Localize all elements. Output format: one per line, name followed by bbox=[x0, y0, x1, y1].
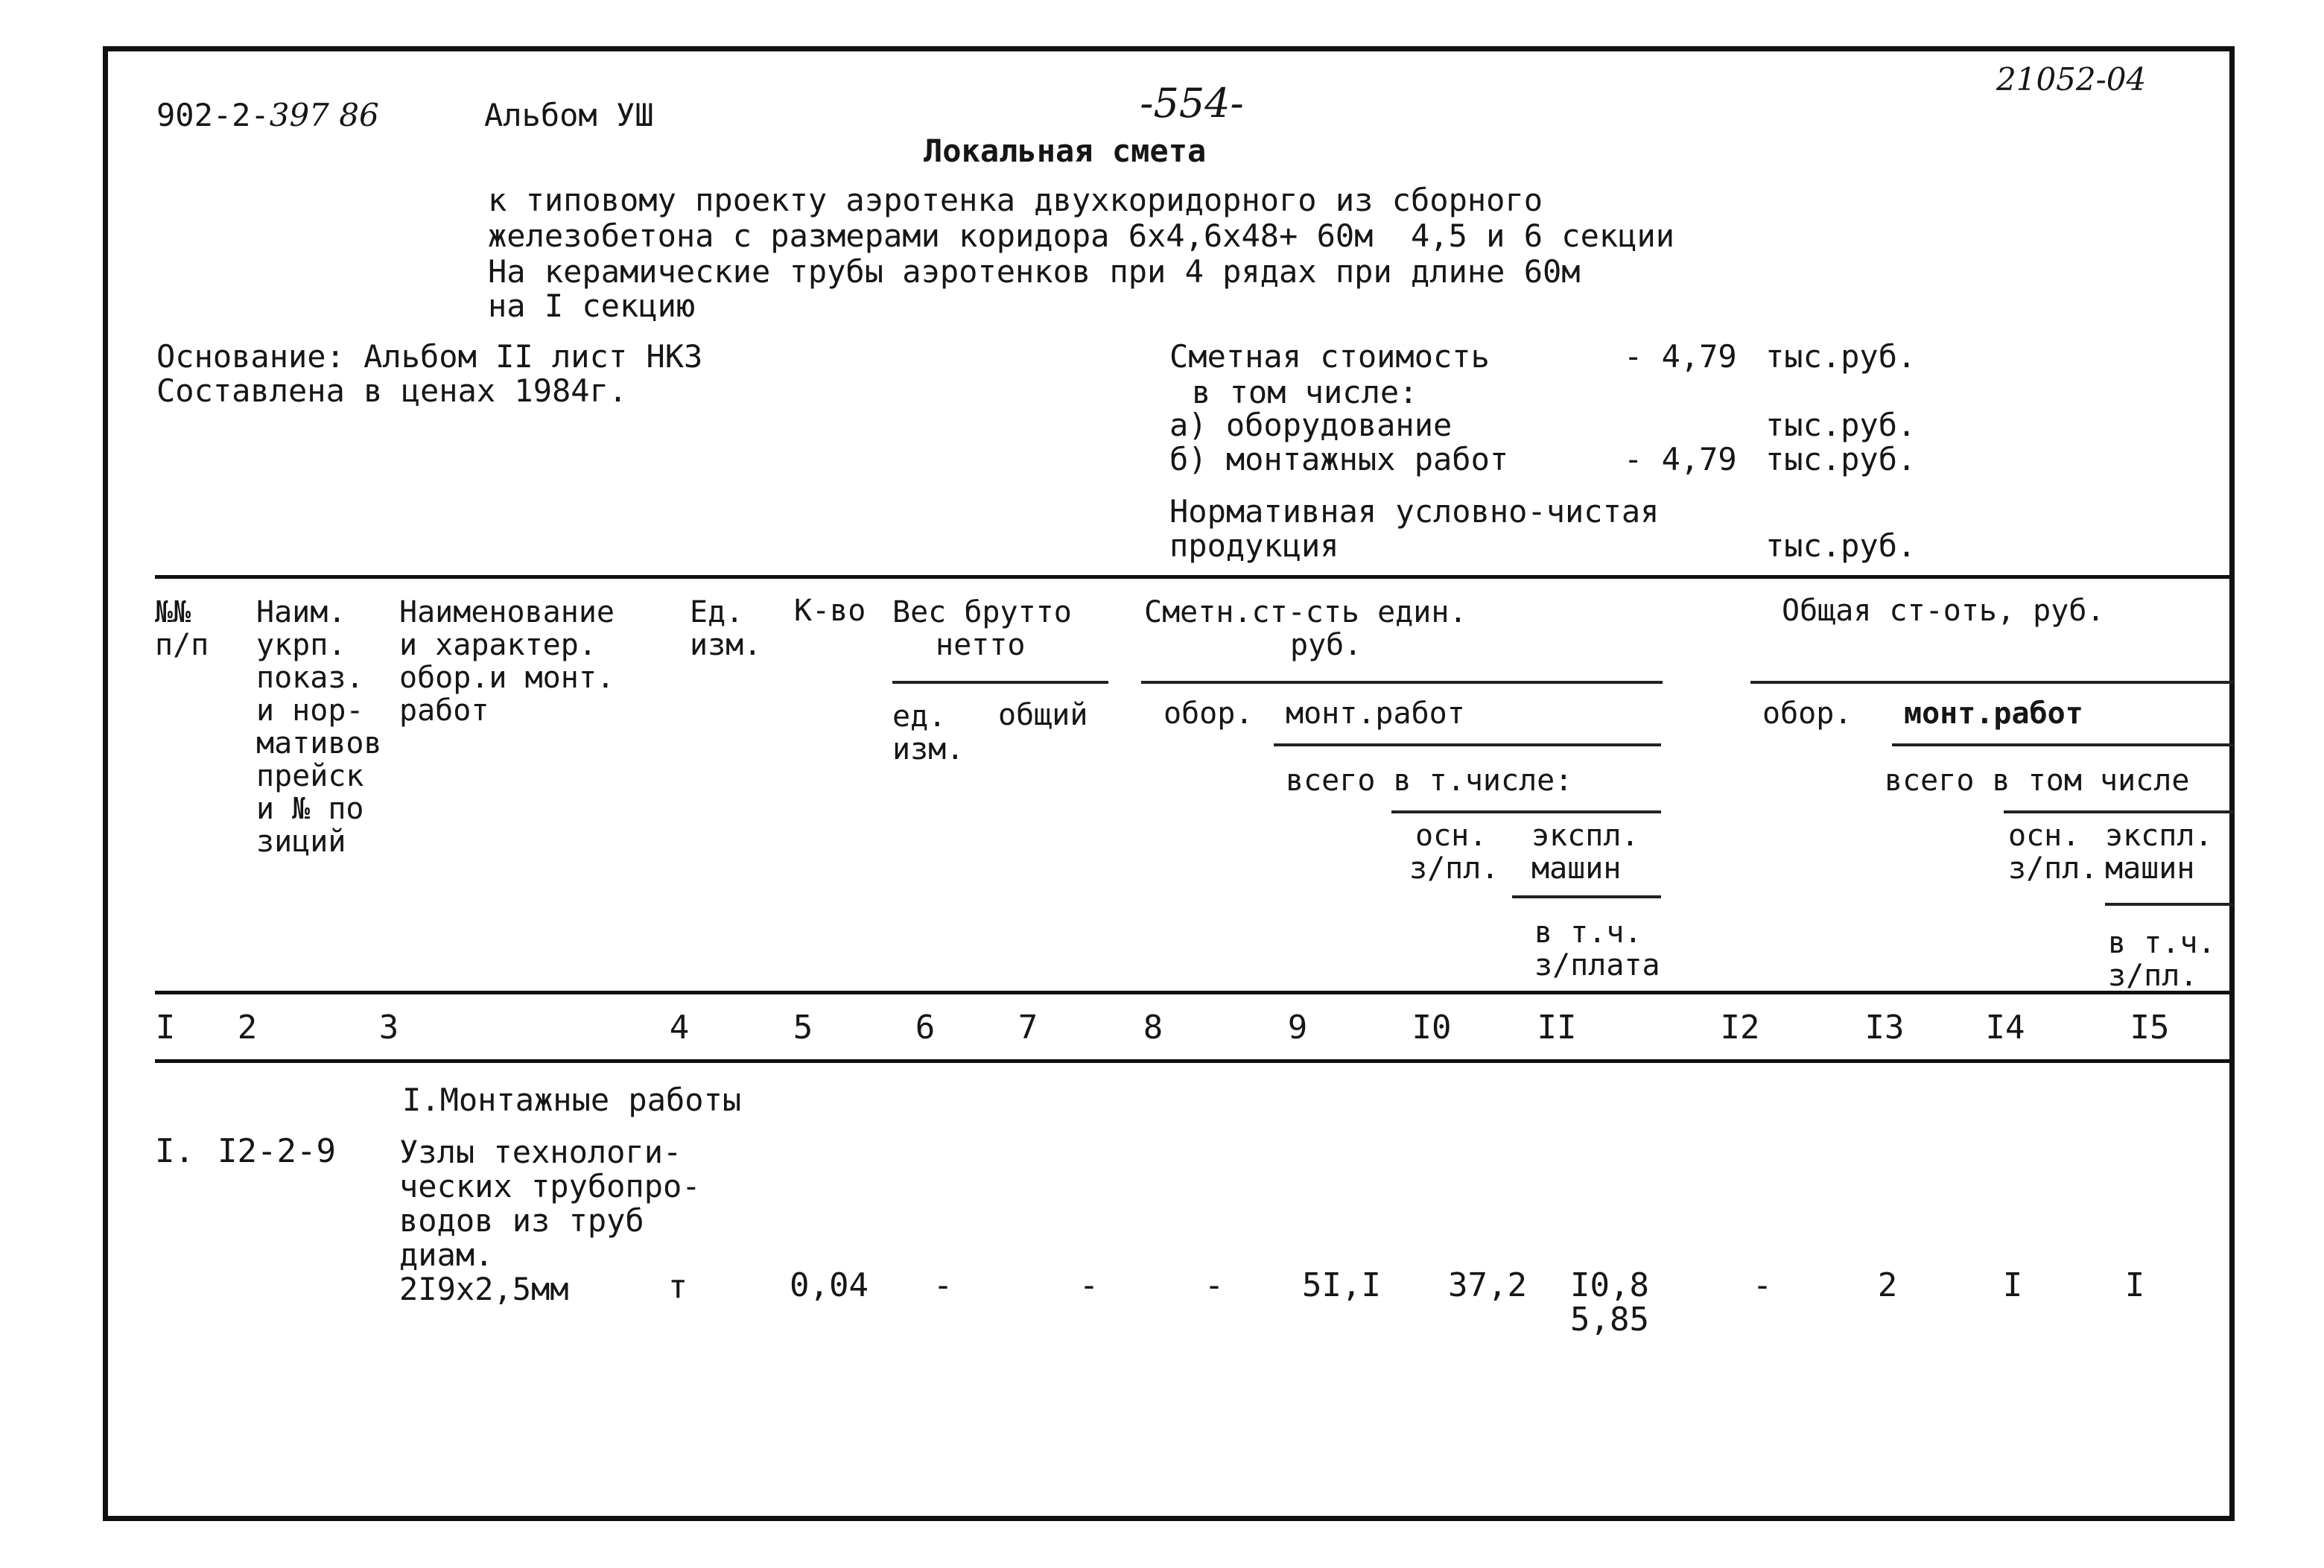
col-header-unit-cost: Сметн.ст-сть един. руб. bbox=[1144, 595, 1467, 662]
col-header-code: Наим. укрп. показ. и нор- мативов прейск и № по зиций bbox=[256, 595, 382, 859]
col-header-incl-wage: в т.ч. з/плата bbox=[1534, 915, 1660, 983]
description-line: железобетона с размерами коридора 6х4,6х48+ 60м 4,5 и 6 секции bbox=[488, 218, 1675, 254]
column-number: 8 bbox=[1143, 1009, 1163, 1047]
col-header-weight-unit: ед. изм. bbox=[892, 699, 965, 766]
page-number: -554- bbox=[1140, 80, 1244, 127]
col-header-install-2: монт.работ bbox=[1904, 696, 2083, 731]
document-title: Локальная смета bbox=[924, 133, 1207, 169]
column-number: 5 bbox=[793, 1009, 813, 1047]
archive-code: 21052-04 bbox=[1996, 61, 2147, 98]
normative-label-2: продукция bbox=[1169, 527, 1339, 564]
rule-unit-cost bbox=[1141, 681, 1663, 684]
column-number: I5 bbox=[2130, 1009, 2170, 1047]
normative-label: Нормативная условно-чистая bbox=[1169, 493, 1660, 530]
column-number: I0 bbox=[1412, 1009, 1452, 1047]
rule-weight bbox=[892, 681, 1108, 684]
row-weight-unit: - bbox=[933, 1266, 953, 1304]
installation-value: - 4,79 bbox=[1624, 441, 1737, 477]
section-title: I.Монтажные работы bbox=[402, 1082, 742, 1118]
col-header-base-wage: осн. з/пл. bbox=[1409, 819, 1499, 886]
table-header-bottom-rule bbox=[155, 991, 2233, 994]
estimated-cost-unit: тыс.руб. bbox=[1765, 338, 1917, 375]
album-label: Альбом УШ bbox=[484, 97, 654, 133]
column-number: I4 bbox=[1985, 1009, 2025, 1047]
row-work-name: Узлы технологи- ческих трубопро- водов из труб диам. 2I9х2,5мм bbox=[399, 1134, 701, 1307]
col-header-total-cost: Общая ст-оть, руб. bbox=[1782, 594, 2105, 628]
col-header-weight: Вес брутто нетто bbox=[892, 595, 1072, 662]
row-machines: I0,8 bbox=[1570, 1266, 1649, 1304]
column-number: 6 bbox=[915, 1009, 936, 1047]
column-numbers-rule bbox=[155, 1059, 2233, 1063]
row-install-total: 5I,I bbox=[1302, 1266, 1381, 1304]
row-weight-total: - bbox=[1079, 1266, 1099, 1304]
price-basis-line: Составлена в ценах 1984г. bbox=[156, 372, 628, 409]
row-install-total-sum: 2 bbox=[1877, 1266, 1898, 1304]
row-equip-unit: - bbox=[1204, 1266, 1225, 1304]
rule-install-total bbox=[1892, 743, 2233, 746]
column-number: 7 bbox=[1017, 1009, 1038, 1047]
column-number: I bbox=[155, 1009, 176, 1047]
column-number: 2 bbox=[237, 1009, 258, 1047]
doc-code bbox=[156, 97, 379, 133]
rule-machines-total bbox=[2105, 903, 2233, 906]
col-header-equip: обор. bbox=[1163, 696, 1254, 731]
col-header-total-incl: всего в т.числе: bbox=[1286, 764, 1573, 798]
column-number: I3 bbox=[1864, 1009, 1905, 1047]
doc-code-handwritten: 397 86 bbox=[269, 97, 379, 133]
rule-incl-total bbox=[2004, 810, 2233, 813]
row-base-wage-sum: I bbox=[2002, 1266, 2023, 1304]
doc-code-prefix: 902-2- bbox=[156, 97, 270, 133]
col-header-machines: экспл. машин bbox=[1531, 819, 1639, 886]
estimated-cost-label: Сметная стоимость bbox=[1169, 338, 1490, 375]
rule-incl-unit bbox=[1391, 810, 1661, 813]
rule-machines-unit bbox=[1512, 895, 1661, 898]
col-header-equip-2: обор. bbox=[1762, 696, 1852, 731]
table-top-rule bbox=[155, 575, 2233, 579]
column-number: 9 bbox=[1287, 1009, 1308, 1047]
description-line: на I секцию bbox=[488, 288, 696, 324]
rule-total-cost bbox=[1750, 681, 2233, 684]
row-code: I2-2-9 bbox=[218, 1132, 336, 1170]
including-label: в том числе: bbox=[1192, 374, 1418, 410]
col-header-unit: Ед. изм. bbox=[690, 595, 762, 662]
row-machines-sum: I bbox=[2124, 1266, 2145, 1304]
column-number: I2 bbox=[1720, 1009, 1760, 1047]
installation-label: б) монтажных работ bbox=[1169, 441, 1509, 477]
row-number: I. bbox=[155, 1132, 194, 1170]
row-equip-total: - bbox=[1752, 1266, 1773, 1304]
col-header-total-incl-2: всего в том числе bbox=[1885, 764, 2190, 798]
row-base-wage: 37,2 bbox=[1448, 1266, 1527, 1304]
row-unit: т bbox=[667, 1268, 688, 1306]
description-line: На керамические трубы аэротенков при 4 рядах при длине 60м bbox=[488, 253, 1581, 290]
description-line: к типовому проекту аэротенка двухкоридорного из сборного bbox=[488, 182, 1543, 218]
col-header-machines-2: экспл. машин bbox=[2105, 819, 2213, 886]
col-header-incl-wage-2: в т.ч. з/пл. bbox=[2108, 926, 2216, 993]
equipment-unit: тыс.руб. bbox=[1765, 407, 1917, 443]
col-header-num: №№ п/п bbox=[155, 595, 209, 662]
column-number: II bbox=[1537, 1009, 1577, 1047]
equipment-label: а) оборудование bbox=[1169, 407, 1452, 443]
col-header-name: Наименование и характер. обор.и монт. работ bbox=[399, 595, 615, 728]
row-machines-wage: 5,85 bbox=[1570, 1301, 1649, 1339]
normative-unit: тыс.руб. bbox=[1765, 527, 1917, 564]
column-number: 4 bbox=[669, 1009, 690, 1047]
estimated-cost-value: - 4,79 bbox=[1624, 338, 1737, 375]
row-qty: 0,04 bbox=[790, 1266, 869, 1304]
col-header-weight-total: общий bbox=[998, 698, 1088, 732]
installation-unit: тыс.руб. bbox=[1765, 441, 1917, 477]
col-header-base-wage-2: осн. з/пл. bbox=[2008, 819, 2098, 886]
col-header-qty: К-во bbox=[794, 594, 866, 628]
col-header-install: монт.работ bbox=[1286, 696, 1465, 731]
column-number: 3 bbox=[378, 1009, 399, 1047]
basis-line: Основание: Альбом II лист НКЗ bbox=[156, 338, 703, 375]
rule-install-unit bbox=[1274, 743, 1661, 746]
